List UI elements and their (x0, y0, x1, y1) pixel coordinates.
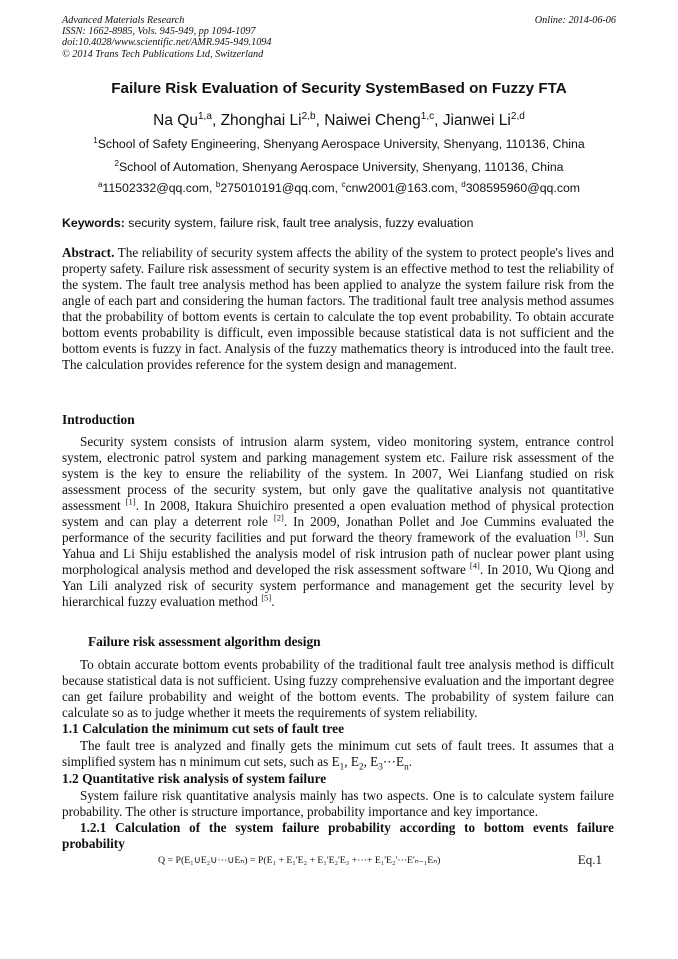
affiliation-text: School of Safety Engineering, Shenyang Aerospace University, Shenyang, 110136, China (97, 137, 585, 151)
section-1-2-paragraph: System failure risk quantitative analysis mainly has two aspects. One is to calculate system failure probability. The other is structure importance, probability importance and key importance. (62, 788, 614, 819)
email-address: 275010191@qq.com (220, 181, 335, 195)
section-1-2-heading: 1.2 Quantitative risk analysis of system failure (62, 771, 327, 786)
email-separator: , (209, 181, 216, 195)
abstract (62, 245, 614, 373)
algorithm-heading: Failure risk assessment algorithm design (88, 634, 321, 649)
issn-line: ISSN: 1662-8985, Vols. 945-949, pp 1094-1097 (62, 26, 256, 38)
section-text: The fault tree is analyzed and finally gets the minimum cut sets of fault trees. It assumes that a simplified system has n minimum cut sets, such as E (62, 738, 614, 769)
equation-number: Eq.1 (577, 852, 602, 867)
abstract-text: The reliability of security system affects the ability of the system to protect people's lives and property safety. Failure risk assessment of security system is an effective method to test the reliability of the system. The fault tree analysis method has been applied to analyze the system failure risk from the angle of each part and considering the human factors. The traditional fault tree analysis method assumes that the probability of bottom events is certain to calculate the top event probability. To obtain accurate bottom events probability is difficult, even impossible because statistical data is not sufficient and the bottom events is fuzzy in fact. Analysis of the fuzzy mathematics theory is introduced into the fault tree. The calculation provides reference for the system design and management. (62, 245, 614, 372)
email-sup: b (215, 179, 221, 189)
affiliation-sup: 2 (114, 158, 119, 168)
intro-text: . (271, 594, 275, 609)
email-list (0, 181, 678, 195)
author-name: Jianwei Li (442, 112, 511, 129)
affiliation-1 (0, 137, 678, 151)
author-affiliation-sup: 2,d (510, 110, 525, 122)
algorithm-paragraph: To obtain accurate bottom events probability of the traditional fault tree analysis method is difficult because statistical data is not sufficient. Using fuzzy comprehensive evaluation and the important degree can get failure probability and weight of the bottom events. The probability of system failure can calculate so as to judge whether it meets the requirements of system reliability. (62, 657, 614, 720)
email-sup: c (341, 179, 346, 189)
citation: [1] (125, 496, 136, 507)
intro-text: Security system consists of intrusion alarm system, video monitoring system, entrance control system, electronic patrol system and parking management system etc. Failure risk assessment of the system is the key to ensure the reliability of the system. In 2007, Wei Lianfang studied on risk assessment process of the security system, but only gave the qualitative analysis not quantitative assessment (62, 434, 614, 513)
introduction-heading: Introduction (62, 412, 135, 427)
email-address: 308595960@qq.com (465, 181, 581, 195)
subscript: n (404, 761, 409, 772)
email-separator: , (334, 181, 342, 195)
email-sup: a (97, 179, 103, 189)
email-address: 11502332@qq.com (102, 181, 210, 195)
citation: [5] (261, 592, 272, 603)
section-text: , E (363, 754, 379, 769)
author-separator: , (434, 112, 443, 129)
section-text: . (408, 754, 413, 769)
author-separator: , (315, 112, 325, 129)
email-separator: , (454, 181, 462, 195)
citation: [2] (273, 512, 284, 523)
intro-text: . Sun Yahua and Li Shiju established the analysis model of risk intrusion path of nuclear power plant using morphological analysis method and developed the risk assessment software (62, 530, 614, 577)
intro-text: . In 2008, Itakura Shuichiro presented a open evaluation method of physical protection system and can play a deterrent role (62, 498, 614, 529)
subscript: 3 (378, 761, 383, 772)
affiliation-2 (0, 160, 678, 174)
intro-text: . In 2010, Wu Qiong and Yan Lili analyzed risk of security system performance and management get the security level by hierarchical fuzzy evaluation method (62, 562, 614, 609)
section-1-1-heading: 1.1 Calculation the minimum cut sets of fault tree (62, 721, 345, 736)
journal-name: Advanced Materials Research (62, 15, 185, 26)
author-name: Zhonghai Li (220, 112, 302, 129)
introduction-paragraph (62, 434, 614, 610)
intro-text: . In 2009, Jonathan Pollet and Joe Cummins evaluated the performance of the security facilities and put forward the theory framework of the evaluation (62, 514, 614, 545)
section-1-1-paragraph (62, 738, 614, 770)
affiliation-sup: 1 (93, 135, 98, 145)
doi-line: doi:10.4028/www.scientific.net/AMR.945-949.1094 (62, 37, 272, 49)
citation: [4] (469, 560, 480, 571)
author-list (0, 112, 678, 130)
author-affiliation-sup: 1,c (420, 110, 435, 122)
author-affiliation-sup: 1,a (197, 110, 212, 122)
abstract-label: Abstract. (62, 245, 115, 260)
keywords-label: Keywords: (62, 216, 125, 230)
section-text: ⋯E (382, 754, 405, 769)
equation: Q = P(E₁∪E₂∪⋯∪Eₙ) = P(E₁ + E₁'E₂ + E₁'E₂'E₃ +⋯+ E₁'E₂'⋯E'ₙ₋₁Eₙ) (158, 855, 441, 866)
equation-line (62, 852, 614, 870)
subscript: 1 (339, 761, 345, 772)
affiliation-text: School of Automation, Shenyang Aerospace University, Shenyang, 110136, China (118, 160, 564, 174)
online-date: Online: 2014-06-06 (534, 15, 616, 26)
section-text: , E (344, 754, 359, 769)
section-1-2-1-heading: 1.2.1 Calculation of the system failure probability according to bottom events failure probability (62, 820, 614, 851)
keywords (62, 216, 616, 230)
subscript: 2 (358, 761, 364, 772)
author-separator: , (211, 112, 221, 129)
paper-title: Failure Risk Evaluation of Security SystemBased on Fuzzy FTA (111, 80, 567, 97)
author-name: Na Qu (153, 112, 198, 129)
journal-header (62, 15, 616, 60)
author-name: Naiwei Cheng (324, 112, 421, 129)
email-sup: d (461, 179, 466, 189)
email-address: cnw2001@163.com (345, 181, 455, 195)
copyright-line: © 2014 Trans Tech Publications Ltd, Switzerland (62, 48, 264, 60)
keywords-text: security system, failure risk, fault tree analysis, fuzzy evaluation (124, 216, 474, 230)
author-affiliation-sup: 2,b (301, 110, 316, 122)
citation: [3] (575, 528, 586, 539)
